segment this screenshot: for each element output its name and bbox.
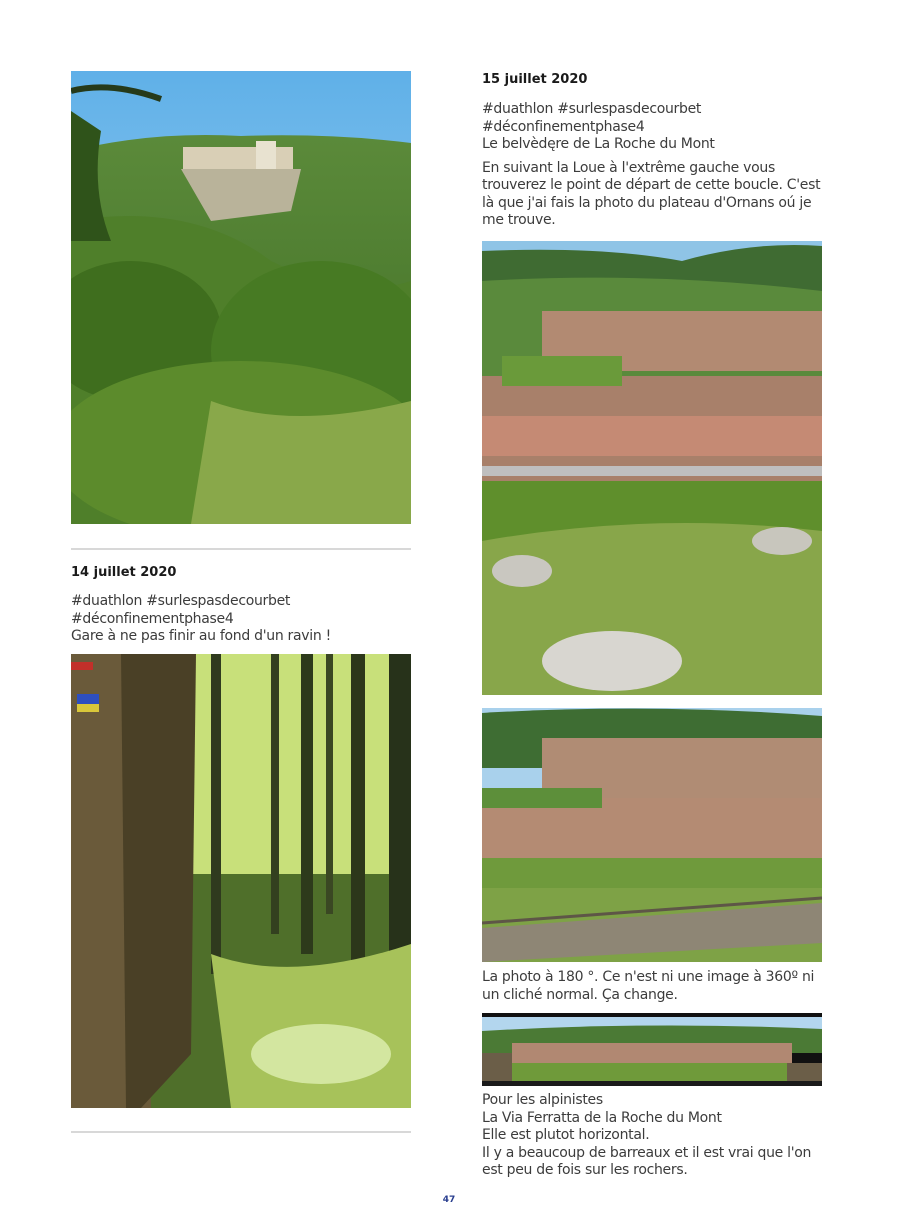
text-line: Elle est plutot horizontal. (482, 1127, 650, 1143)
post-date: 14 juillet 2020 (71, 565, 177, 580)
separator-rule (71, 548, 411, 550)
photo-forest-path (71, 654, 411, 1108)
post-description-line: En suivant la Loue à l'extrême gauche vous (482, 159, 775, 176)
photo-panorama (482, 1013, 822, 1086)
text-line: Pour les alpinistes (482, 1092, 603, 1108)
photo-town-fence (482, 708, 822, 962)
post-hashtags: #duathlon #surlespasdecourbet (71, 593, 291, 609)
photo-cliff-village (71, 71, 411, 524)
caption-line: un cliché normal. Ça change. (482, 986, 678, 1003)
post-hashtags: #duathlon #surlespasdecourbet (482, 101, 702, 117)
post-date: 15 juillet 2020 (482, 72, 588, 87)
text-line: La Via Ferratta de la Roche du Mont (482, 1109, 722, 1126)
post-hashtags-2: #déconfinementphase4 (482, 118, 645, 135)
post-title: Le belvèdęre de La Roche du Mont (482, 136, 715, 152)
text-line: est peu de fois sur les rochers. (482, 1162, 688, 1178)
separator-rule (71, 1131, 411, 1133)
via-ferrata-text (482, 1092, 827, 1180)
panorama-caption (482, 969, 827, 1004)
photo-town-valley (482, 241, 822, 695)
caption-line: La photo à 180 °. Ce n'est ni une image à 360º ni (482, 969, 815, 985)
text-line: Il y a beaucoup de barreaux et il est vrai que l'on (482, 1144, 812, 1161)
post-text (71, 593, 411, 646)
post-hashtags-2: #déconfinementphase4 (71, 610, 234, 627)
post-description-line: là que j'ai fais la photo du plateau d'Ornans oú je (482, 194, 812, 211)
post-description-line: trouverez le point de départ de cette boucle. C'est (482, 177, 821, 193)
post-text (482, 101, 827, 230)
page-number: 47 (442, 1195, 456, 1205)
post-caption: Gare à ne pas finir au fond d'un ravin ! (71, 628, 331, 644)
post-description-line: me trouve. (482, 212, 556, 228)
